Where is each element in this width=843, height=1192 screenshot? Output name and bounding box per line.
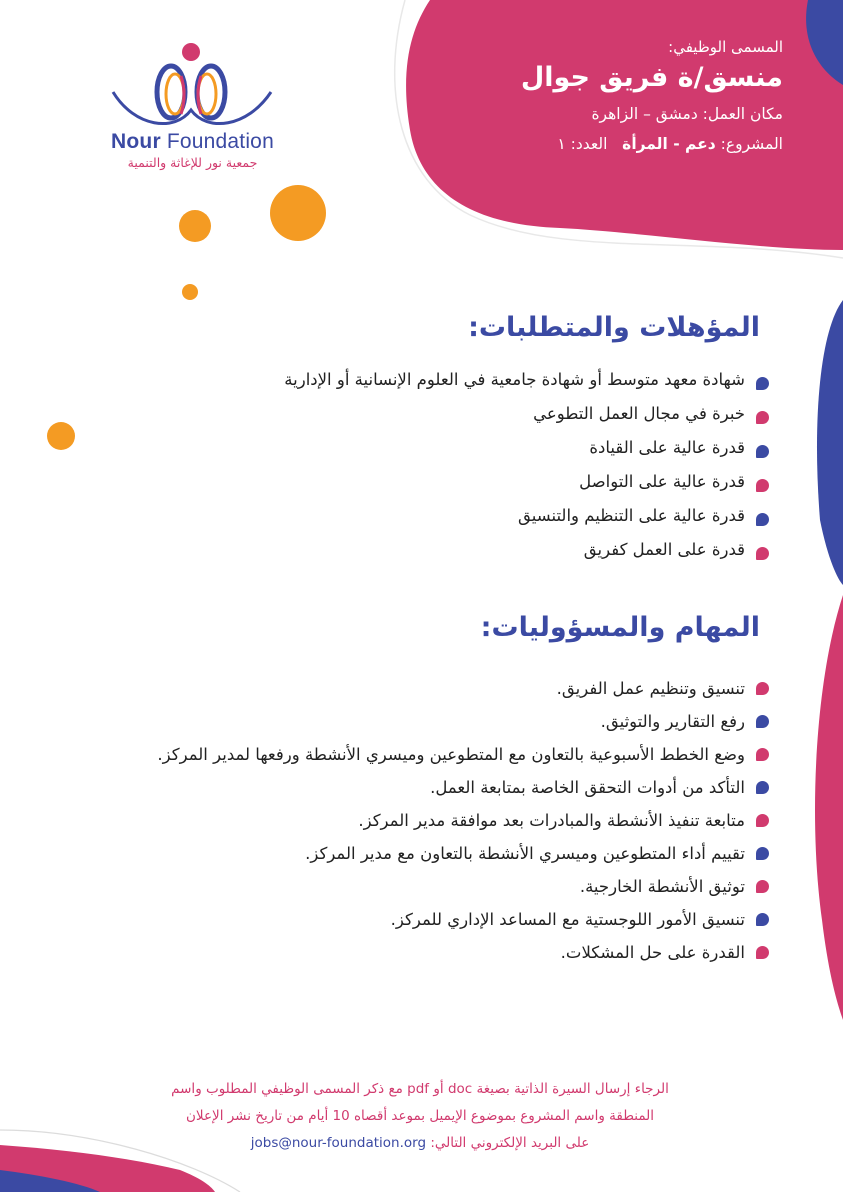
list-item: تقييم أداء المتطوعين وميسري الأنشطة بالتعاون مع مدير المركز. xyxy=(105,837,745,870)
orange-dot-left xyxy=(47,422,75,450)
list-item: تنسيق الأمور اللوجستية مع المساعد الإداري للمركز. xyxy=(105,903,745,936)
list-item: التأكد من أدوات التحقق الخاصة بمتابعة العمل. xyxy=(105,771,745,804)
bullet-icon xyxy=(756,946,769,959)
logo-name-ar: جمعية نور للإغاثة والتنمية xyxy=(127,155,258,170)
project-label: المشروع: xyxy=(715,135,783,153)
list-item: شهادة معهد متوسط أو شهادة جامعية في العلوم الإنسانية أو الإدارية xyxy=(105,370,745,404)
bullet-icon xyxy=(756,445,769,458)
tasks-list xyxy=(105,672,745,969)
list-item: قدرة على العمل كفريق xyxy=(105,540,745,574)
position-count: العدد: ١ xyxy=(557,135,608,153)
orange-dot-small xyxy=(182,284,198,300)
footer-line-2: المنطقة واسم المشروع بموضوع الإيميل بموعد أقصاه 10 أيام من تاريخ نشر الإعلان xyxy=(185,1108,655,1124)
list-item: تنسيق وتنظيم عمل الفريق. xyxy=(105,672,745,705)
bullet-icon xyxy=(756,781,769,794)
orange-dot-large xyxy=(270,185,326,241)
list-item: متابعة تنفيذ الأنشطة والمبادرات بعد موافقة مدير المركز. xyxy=(105,804,745,837)
email-link[interactable]: jobs@nour-foundation.org xyxy=(250,1135,427,1151)
list-item: وضع الخطط الأسبوعية بالتعاون مع المتطوعين وميسري الأنشطة ورفعها لمدير المركز. xyxy=(105,738,745,771)
job-title-label: المسمى الوظيفي: xyxy=(668,38,783,56)
bullet-icon xyxy=(756,715,769,728)
bullet-icon xyxy=(756,513,769,526)
list-item: توثيق الأنشطة الخارجية. xyxy=(105,870,745,903)
list-item: القدرة على حل المشكلات. xyxy=(105,936,745,969)
list-item: قدرة عالية على القيادة xyxy=(105,438,745,472)
tasks-title: المهام والمسؤوليات: xyxy=(480,612,760,643)
bullet-icon xyxy=(756,748,769,761)
bullet-icon xyxy=(756,814,769,827)
job-project xyxy=(363,135,783,153)
bullet-icon xyxy=(756,847,769,860)
job-title: منسق/ة فريق جوال xyxy=(520,62,783,93)
application-instructions xyxy=(95,1076,745,1157)
qualifications-list xyxy=(105,370,745,574)
logo xyxy=(105,40,280,170)
bullet-icon xyxy=(756,547,769,560)
bullet-icon xyxy=(756,913,769,926)
blue-side-blob xyxy=(817,300,843,585)
bullet-icon xyxy=(756,411,769,424)
logo-name-en: Nour Foundation xyxy=(111,130,274,153)
project-value: دعم - المرأة xyxy=(622,135,716,153)
bullet-icon xyxy=(756,377,769,390)
qualifications-title: المؤهلات والمتطلبات: xyxy=(468,312,760,343)
list-item: رفع التقارير والتوثيق. xyxy=(105,705,745,738)
list-item: خبرة في مجال العمل التطوعي xyxy=(105,404,745,438)
pink-side-blob xyxy=(815,595,843,1020)
list-item: قدرة عالية على التواصل xyxy=(105,472,745,506)
job-location: مكان العمل: دمشق – الزاهرة xyxy=(591,105,783,123)
footer-line-1: الرجاء إرسال السيرة الذاتية بصيغة doc أو pdf مع ذكر المسمى الوظيفي المطلوب واسم xyxy=(171,1081,669,1097)
list-item: قدرة عالية على التنظيم والتنسيق xyxy=(105,506,745,540)
footer-line-3: على البريد الإلكتروني التالي: jobs@nour-foundation.org xyxy=(250,1135,590,1151)
logo-mark-icon xyxy=(105,40,280,130)
bullet-icon xyxy=(756,682,769,695)
job-header xyxy=(363,38,783,153)
bullet-icon xyxy=(756,880,769,893)
orange-dot-medium xyxy=(179,210,211,242)
bullet-icon xyxy=(756,479,769,492)
